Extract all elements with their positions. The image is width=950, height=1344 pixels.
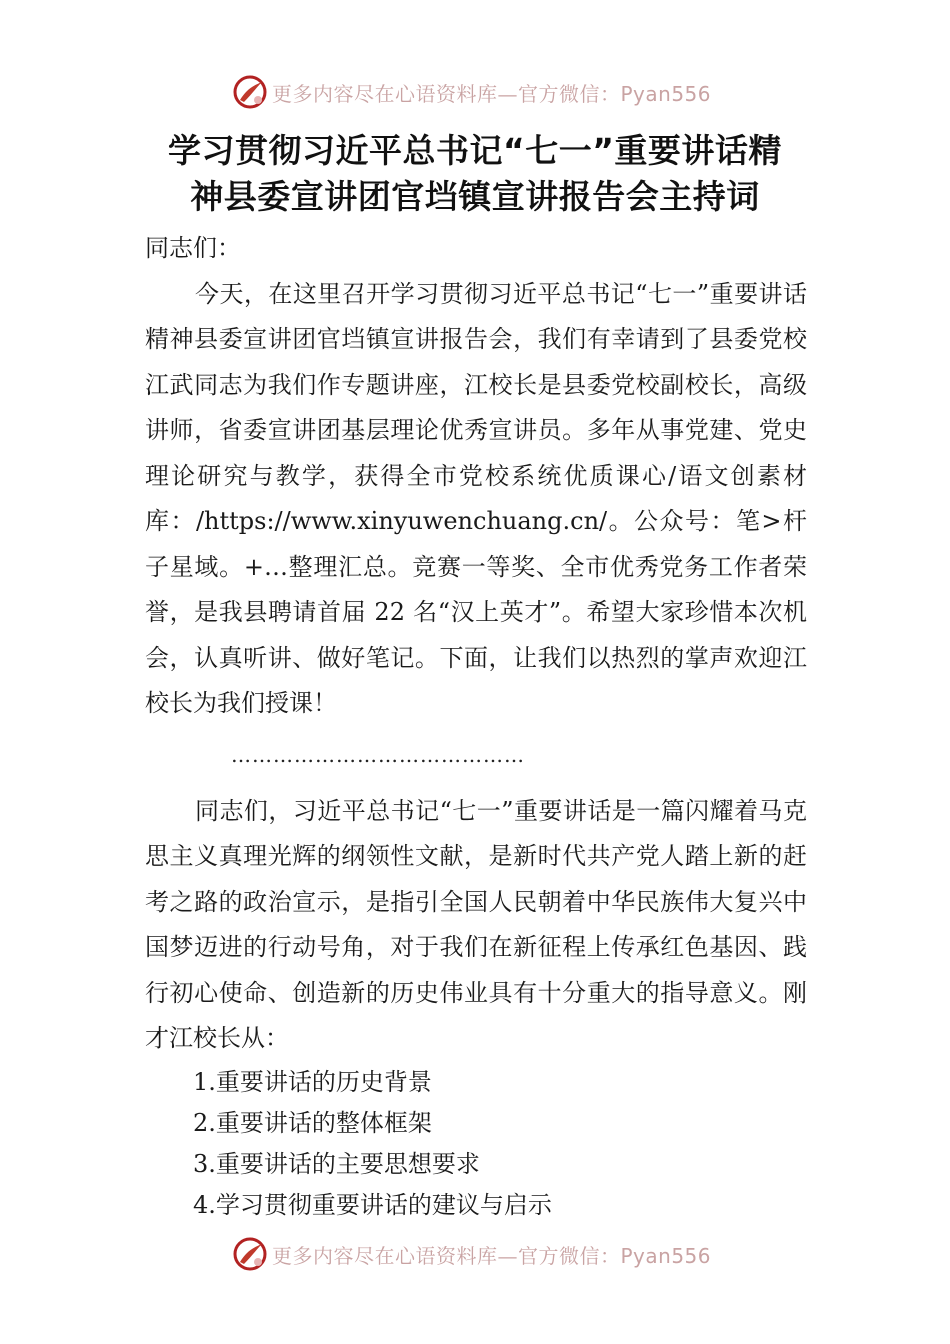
brand-logo-icon	[232, 1236, 268, 1272]
banner-separator: —	[497, 81, 518, 106]
list-item: 3.重要讲话的主要思想要求	[193, 1149, 480, 1178]
list-item: 2.重要讲话的整体框架	[193, 1108, 432, 1137]
title-line-1: 学习贯彻习近平总书记“七一”重要讲话精	[168, 131, 782, 170]
document-body	[145, 226, 807, 1226]
salutation: 同志们：	[145, 234, 241, 262]
header-watermark-banner	[232, 72, 752, 112]
list-item: 1.重要讲话的历史背景	[193, 1067, 432, 1096]
footer-watermark-banner	[232, 1234, 752, 1274]
banner-text	[272, 1240, 711, 1269]
banner-text	[272, 78, 711, 107]
banner-wechat: 官方微信：Pyan556	[518, 81, 712, 106]
brand-logo-icon	[232, 74, 268, 110]
banner-separator: —	[497, 1243, 518, 1268]
document-title	[130, 128, 820, 220]
topic-list	[145, 1062, 807, 1226]
title-line-2: 神县委宣讲团官垱镇宣讲报告会主持词	[190, 177, 760, 216]
banner-slogan: 更多内容尽在心语资料库	[272, 1243, 498, 1268]
paragraph-summary: 同志们，习近平总书记“七一”重要讲话是一篇闪耀着马克思主义真理光辉的纲领性文献，是新时代共产党人踏上新的赶考之路的政治宣示，是指引全国人民朝着中华民族伟大复兴中国梦迈进的行动号角，对于我们在新征程上传承红色基因、践行初心使命、创造新的历史伟业具有十分重大的指导意义。刚才江校长从：	[145, 796, 807, 1052]
paragraph-intro: 今天，在这里召开学习贯彻习近平总书记“七一”重要讲话精神县委宣讲团官垱镇宣讲报告会，我们有幸请到了县委党校江武同志为我们作专题讲座，江校长是县委党校副校长，高级讲师，省委宣讲团基层理论优秀宣讲员。多年从事党建、党史理论研究与教学，获得全市党校系统优质课心/语文创素材库：/https://www.xinyuwenchuang.cn/。公众号：笔>杆子星域。+…整理汇总。竞赛一等奖、全市优秀党务工作者荣誉，是我县聘请首届 22 名“汉上英才”。希望大家珍惜本次机会，认真听讲、做好笔记。下面，让我们以热烈的掌声欢迎江校长为我们授课！	[145, 279, 807, 717]
banner-wechat: 官方微信：Pyan556	[518, 1243, 712, 1268]
banner-slogan: 更多内容尽在心语资料库	[272, 81, 498, 106]
list-item: 4.学习贯彻重要讲话的建议与启示	[193, 1190, 552, 1219]
section-divider: ……………………………………	[231, 742, 525, 767]
